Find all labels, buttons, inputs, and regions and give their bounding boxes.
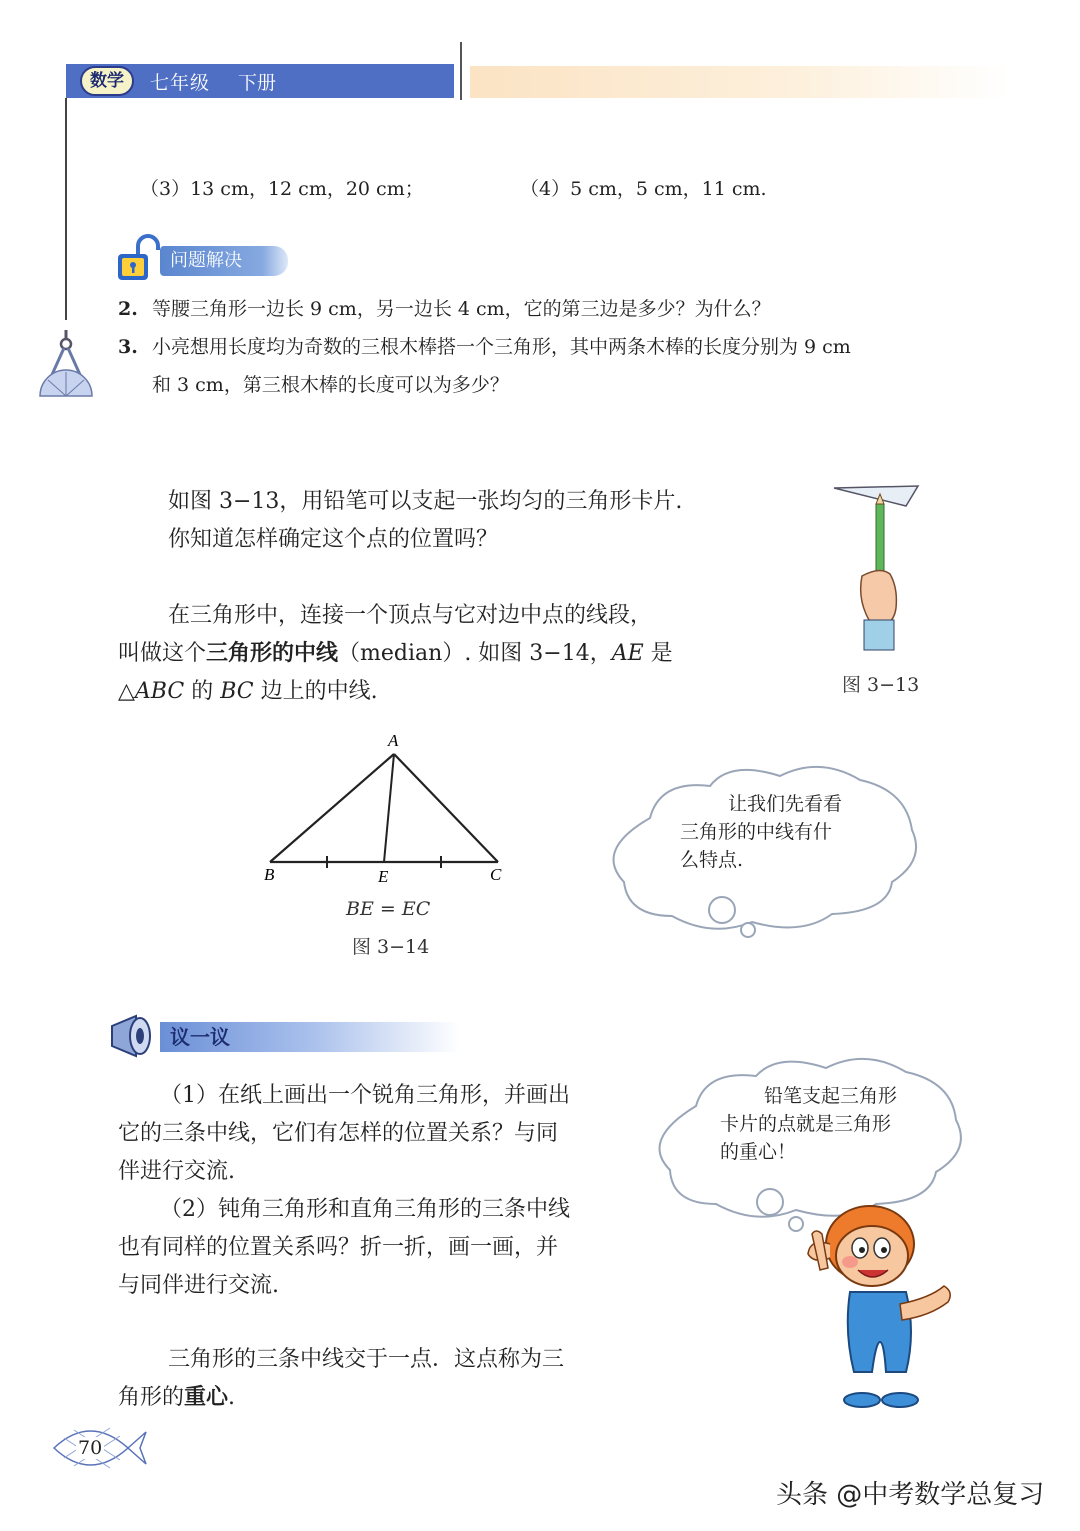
centroid-term: 重心 — [184, 1385, 229, 1410]
definition-text: 的 — [184, 679, 221, 704]
definition-line1: 在三角形中，连接一个顶点与它对边中点的线段， — [168, 603, 653, 628]
cloud1-line2: 三角形的中线有什 — [680, 821, 833, 843]
median-term: 三角形的中线 — [206, 641, 339, 666]
vertex-a-label: A — [388, 731, 399, 750]
figure-3-14-equation — [346, 898, 430, 920]
discuss-p1-line2: 它的三条中线，它们有怎样的位置关系？与同 — [118, 1121, 559, 1146]
segment-ec: EC — [401, 898, 431, 920]
question-2-text: 等腰三角形一边长 9 cm，另一边长 4 cm，它的第三边是多少？为什么？ — [152, 298, 771, 320]
conclusion-text: . — [228, 1385, 236, 1410]
cloud1-line1: 让我们先看看 — [728, 793, 843, 815]
discuss-p2-line3: 与同伴进行交流. — [118, 1273, 279, 1298]
cloud2-line3: 的重心！ — [720, 1141, 797, 1163]
segment-ae: AE — [611, 641, 644, 666]
exercise-item-4: （4）5 cm，5 cm，11 cm. — [520, 178, 767, 200]
thought-cloud — [590, 758, 920, 948]
conclusion-line2 — [118, 1380, 235, 1411]
question-3-line2: 和 3 cm，第三根木棒的长度可以为多少？ — [152, 374, 509, 396]
header-divider — [460, 42, 462, 100]
question-3-line1: 小亮想用长度均为奇数的三根木棒搭一个三角形，其中两条木棒的长度分别为 9 cm — [152, 336, 851, 358]
megaphone-icon — [106, 1012, 162, 1060]
median-ae-line — [384, 754, 394, 862]
equals-sign: = — [373, 898, 402, 920]
header-term: 下册 — [238, 72, 277, 94]
cloud2-line1: 铅笔支起三角形 — [764, 1085, 898, 1107]
discuss-p2-line1: （2）钝角三角形和直角三角形的三条中线 — [160, 1197, 570, 1222]
figure-3-14-caption: 图 3−14 — [352, 936, 430, 958]
triangle-abc: ABC — [134, 679, 185, 704]
conclusion-text: 角形的 — [118, 1385, 185, 1410]
discuss-p1-line3: 伴进行交流. — [118, 1159, 235, 1184]
definition-text: 是 — [643, 641, 673, 666]
cloud2-line2: 卡片的点就是三角形 — [720, 1113, 892, 1135]
exercise-item-3: （3）13 cm，12 cm，20 cm； — [140, 178, 424, 200]
intro-line1: 如图 3−13，用铅笔可以支起一张均匀的三角形卡片. — [168, 489, 683, 514]
margin-line — [65, 98, 67, 320]
definition-text: 边上的中线. — [253, 679, 378, 704]
definition-line3 — [118, 674, 378, 705]
segment-be: BE — [346, 898, 374, 920]
side-ac-line — [394, 754, 498, 862]
intro-line2: 你知道怎样确定这个点的位置吗？ — [168, 527, 499, 552]
question-2-number: 2. — [118, 298, 138, 320]
lock-icon — [114, 234, 162, 282]
question-3-number: 3. — [118, 336, 138, 358]
compass-icon — [36, 326, 96, 400]
point-e-label: E — [378, 867, 389, 886]
discuss-section-tag: 议一议 — [160, 1022, 460, 1052]
definition-text: 叫做这个 — [118, 641, 207, 666]
definition-line2 — [118, 636, 673, 667]
problem-section-tag: 问题解决 — [160, 246, 288, 276]
discuss-p2-line2: 也有同样的位置关系吗？折一折，画一画，并 — [118, 1235, 559, 1260]
watermark: 头条 @中考数学总复习 — [776, 1480, 1045, 1510]
figure-3-13-caption: 图 3−13 — [842, 674, 920, 696]
page-number: 70 — [78, 1437, 103, 1459]
vertex-c-label: C — [490, 865, 502, 884]
triangle-median-figure — [260, 728, 520, 888]
discuss-p1-line1: （1）在纸上画出一个锐角三角形，并画出 — [160, 1083, 570, 1108]
cloud1-line3: 么特点. — [680, 849, 744, 871]
vertex-b-label: B — [264, 865, 275, 884]
side-bc: BC — [220, 679, 254, 704]
header-accent-bar — [470, 66, 1010, 98]
pencil-card-illustration — [826, 480, 926, 660]
definition-text: （median）. 如图 3−14， — [338, 641, 612, 666]
subject-badge: 数学 — [80, 66, 134, 96]
conclusion-line1: 三角形的三条中线交于一点．这点称为三 — [168, 1347, 565, 1372]
cartoon-boy-illustration — [800, 1200, 960, 1410]
header-grade: 七年级 — [150, 72, 211, 94]
side-ab-line — [270, 754, 394, 862]
triangle-symbol: △ — [118, 679, 135, 704]
